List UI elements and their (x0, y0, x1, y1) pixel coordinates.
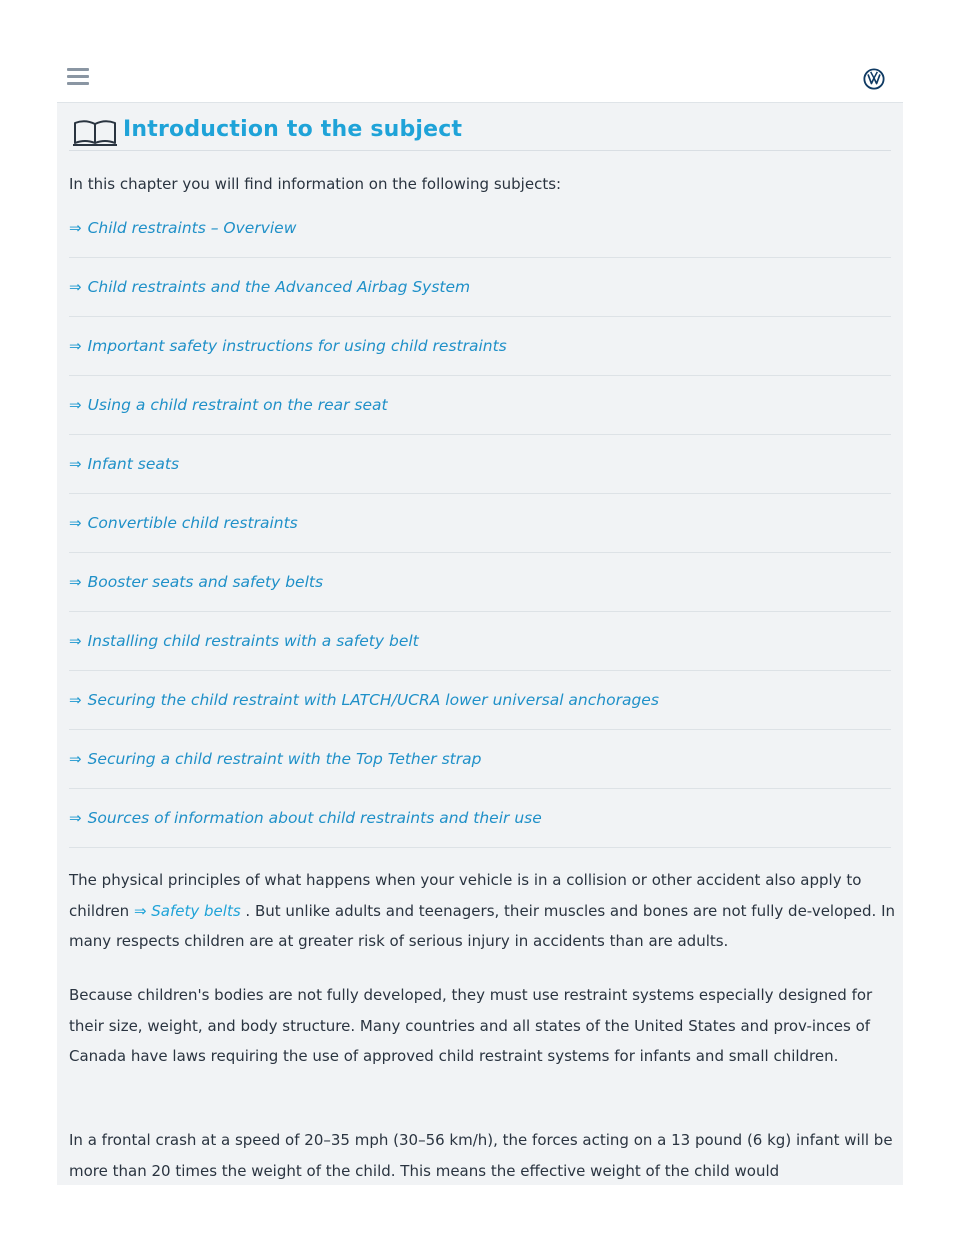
hamburger-menu-icon[interactable] (67, 68, 91, 86)
subject-link-item[interactable] (69, 435, 891, 494)
subject-link-label[interactable]: Securing a child restraint with the Top Tether strap (87, 750, 482, 768)
subject-link-list (69, 199, 891, 848)
subject-link-label[interactable]: Installing child restraints with a safety belt (87, 632, 419, 650)
page-title: Introduction to the subject (123, 117, 463, 142)
link-arrow-icon: ⇒ (69, 691, 82, 709)
vw-logo-icon[interactable] (863, 68, 885, 90)
subject-link-item[interactable] (69, 612, 891, 671)
link-arrow-icon: ⇒ (69, 632, 82, 650)
subject-link-item[interactable] (69, 494, 891, 553)
subject-link-label[interactable]: Infant seats (87, 455, 180, 473)
book-icon (71, 117, 121, 147)
subject-link-label[interactable]: Child restraints – Overview (87, 219, 297, 237)
subject-link-item[interactable] (69, 317, 891, 376)
link-arrow-icon: ⇒ (69, 750, 82, 768)
subject-link-label[interactable]: Securing the child restraint with LATCH/UCRA lower universal anchorages (87, 691, 659, 709)
link-arrow-icon: ⇒ (69, 219, 82, 237)
link-arrow-icon: ⇒ (69, 396, 82, 414)
subject-link-item[interactable] (69, 553, 891, 612)
link-arrow-icon: ⇒ (69, 455, 82, 473)
paragraph-1 (69, 865, 895, 957)
subject-link-label[interactable]: Important safety instructions for using child restraints (87, 337, 507, 355)
subject-link-item[interactable] (69, 199, 891, 258)
link-arrow-icon: ⇒ (69, 278, 82, 296)
subject-link-label[interactable]: Booster seats and safety belts (87, 573, 324, 591)
subject-link-label[interactable]: Child restraints and the Advanced Airbag System (87, 278, 471, 296)
link-arrow-icon: ⇒ (69, 573, 82, 591)
subject-link-item[interactable] (69, 730, 891, 789)
subject-link-item[interactable] (69, 258, 891, 317)
safety-belts-link[interactable]: ⇒ Safety belts (133, 901, 241, 920)
paragraph-2: Because children's bodies are not fully developed, they must use restraint systems especially designed for their size, weight, and body structure. Many countries and all states of the United States and prov-inces of Canada have laws requiring the use of approved child restraint systems for infants and small children. (69, 986, 873, 1065)
top-bar (57, 54, 903, 103)
paragraph-1-text-a: The physical principles of what happens when your vehicle is in a collision or other accident also apply to children (69, 871, 862, 920)
paragraph-1-text-b: . But unlike adults and teenagers, their muscles and bones are not fully de-veloped. In many respects children are at greater risk of serious injury in accidents than are adults. (69, 901, 896, 950)
section-heading (69, 103, 891, 151)
link-arrow-icon: ⇒ (69, 809, 82, 827)
intro-text: In this chapter you will find information on the following subjects: (69, 175, 562, 193)
link-arrow-icon: ⇒ (69, 514, 82, 532)
subject-link-item[interactable] (69, 671, 891, 730)
subject-link-item[interactable] (69, 376, 891, 435)
subject-link-item[interactable] (69, 789, 891, 848)
content-panel (57, 103, 903, 1185)
link-arrow-icon: ⇒ (69, 337, 82, 355)
subject-link-label[interactable]: Sources of information about child restraints and their use (87, 809, 542, 827)
paragraph-3: In a frontal crash at a speed of 20–35 mph (30–56 km/h), the forces acting on a 13 pound (6 kg) infant will be more than 20 times the weight of the child. This means the effective weight of the child would (69, 1131, 893, 1180)
subject-link-label[interactable]: Using a child restraint on the rear seat (87, 396, 388, 414)
subject-link-label[interactable]: Convertible child restraints (87, 514, 298, 532)
